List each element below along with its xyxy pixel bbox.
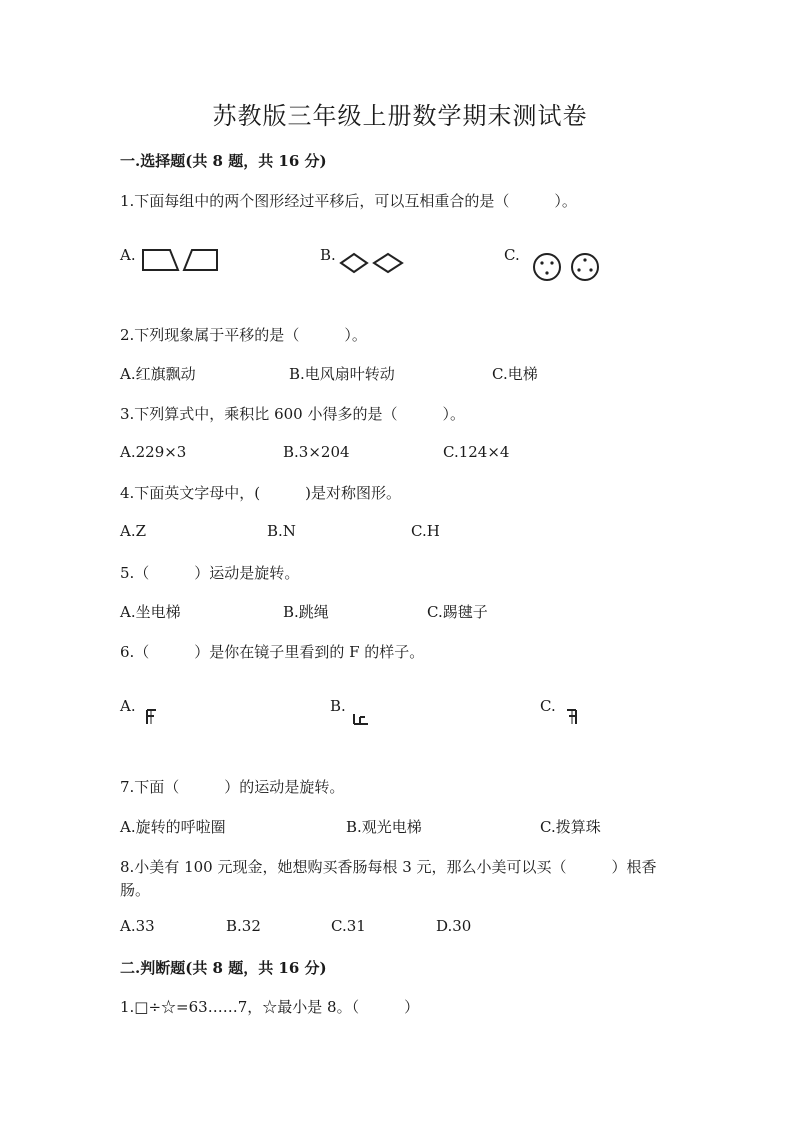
- q2-option-b: B.电风扇叶转动: [289, 365, 395, 383]
- section-heading-judge: 二.判断题(共 8 题，共 16 分): [120, 959, 327, 977]
- q4-option-a: A.Z: [120, 522, 147, 540]
- section-heading-choice: 一.选择题(共 8 题，共 16 分): [120, 152, 327, 170]
- q5-option-b: B.跳绳: [283, 603, 329, 621]
- q7-option-c: C.拨算珠: [540, 818, 601, 836]
- q5-option-a: A.坐电梯: [120, 603, 181, 621]
- q6-option-c: C.: [540, 697, 556, 715]
- question-3: 3.下列算式中，乘积比 600 小得多的是（ ）。: [120, 405, 465, 423]
- q1-option-b: B.: [320, 246, 336, 264]
- q4-option-c: C.H: [411, 522, 440, 540]
- q6-figure-c-mirrored-f-glyph: [564, 708, 578, 726]
- q6-option-b: B.: [330, 697, 346, 715]
- q3-option-b: B.3×204: [283, 443, 350, 461]
- q8-option-b: B.32: [226, 917, 261, 935]
- q1-figure-b-rhombuses: [338, 252, 408, 274]
- q5-option-c: C.踢毽子: [427, 603, 488, 621]
- q8-option-d: D.30: [436, 917, 472, 935]
- q1-figure-c-circles: [530, 252, 604, 282]
- page-title: 苏教版三年级上册数学期末测试卷: [212, 102, 588, 130]
- q4-option-b: B.N: [267, 522, 296, 540]
- judge-question-1: 1.□÷☆=63……7，☆最小是 8。（ ）: [120, 998, 420, 1016]
- question-8-line-2: 肠。: [120, 881, 151, 899]
- q7-option-b: B.观光电梯: [346, 818, 422, 836]
- q3-option-a: A.229×3: [120, 443, 187, 461]
- question-8-line-1: 8.小美有 100 元现金，她想购买香肠每根 3 元，那么小美可以买（ ）根香: [120, 858, 657, 876]
- q1-option-c: C.: [504, 246, 520, 264]
- q1-figure-a-trapezoids: [140, 248, 224, 274]
- question-7: 7.下面（ ）的运动是旋转。: [120, 778, 345, 796]
- question-6: 6.（ ）是你在镜子里看到的 F 的样子。: [120, 643, 425, 661]
- q2-option-c: C.电梯: [492, 365, 538, 383]
- question-2: 2.下列现象属于平移的是（ ）。: [120, 326, 367, 344]
- question-4: 4.下面英文字母中，( )是对称图形。: [120, 484, 402, 502]
- question-1: 1.下面每组中的两个图形经过平移后，可以互相重合的是（ ）。: [120, 192, 577, 210]
- q8-option-a: A.33: [120, 917, 155, 935]
- q6-option-a: A.: [120, 697, 136, 715]
- q6-figure-b-flipped-f-glyph: [352, 712, 370, 726]
- q7-option-a: A.旋转的呼啦圈: [120, 818, 226, 836]
- q1-option-a: A.: [120, 246, 136, 264]
- q8-option-c: C.31: [331, 917, 366, 935]
- q3-option-c: C.124×4: [443, 443, 510, 461]
- q2-option-a: A.红旗飘动: [120, 365, 196, 383]
- question-5: 5.（ ）运动是旋转。: [120, 564, 300, 582]
- q6-figure-a-f-glyph: [145, 708, 159, 726]
